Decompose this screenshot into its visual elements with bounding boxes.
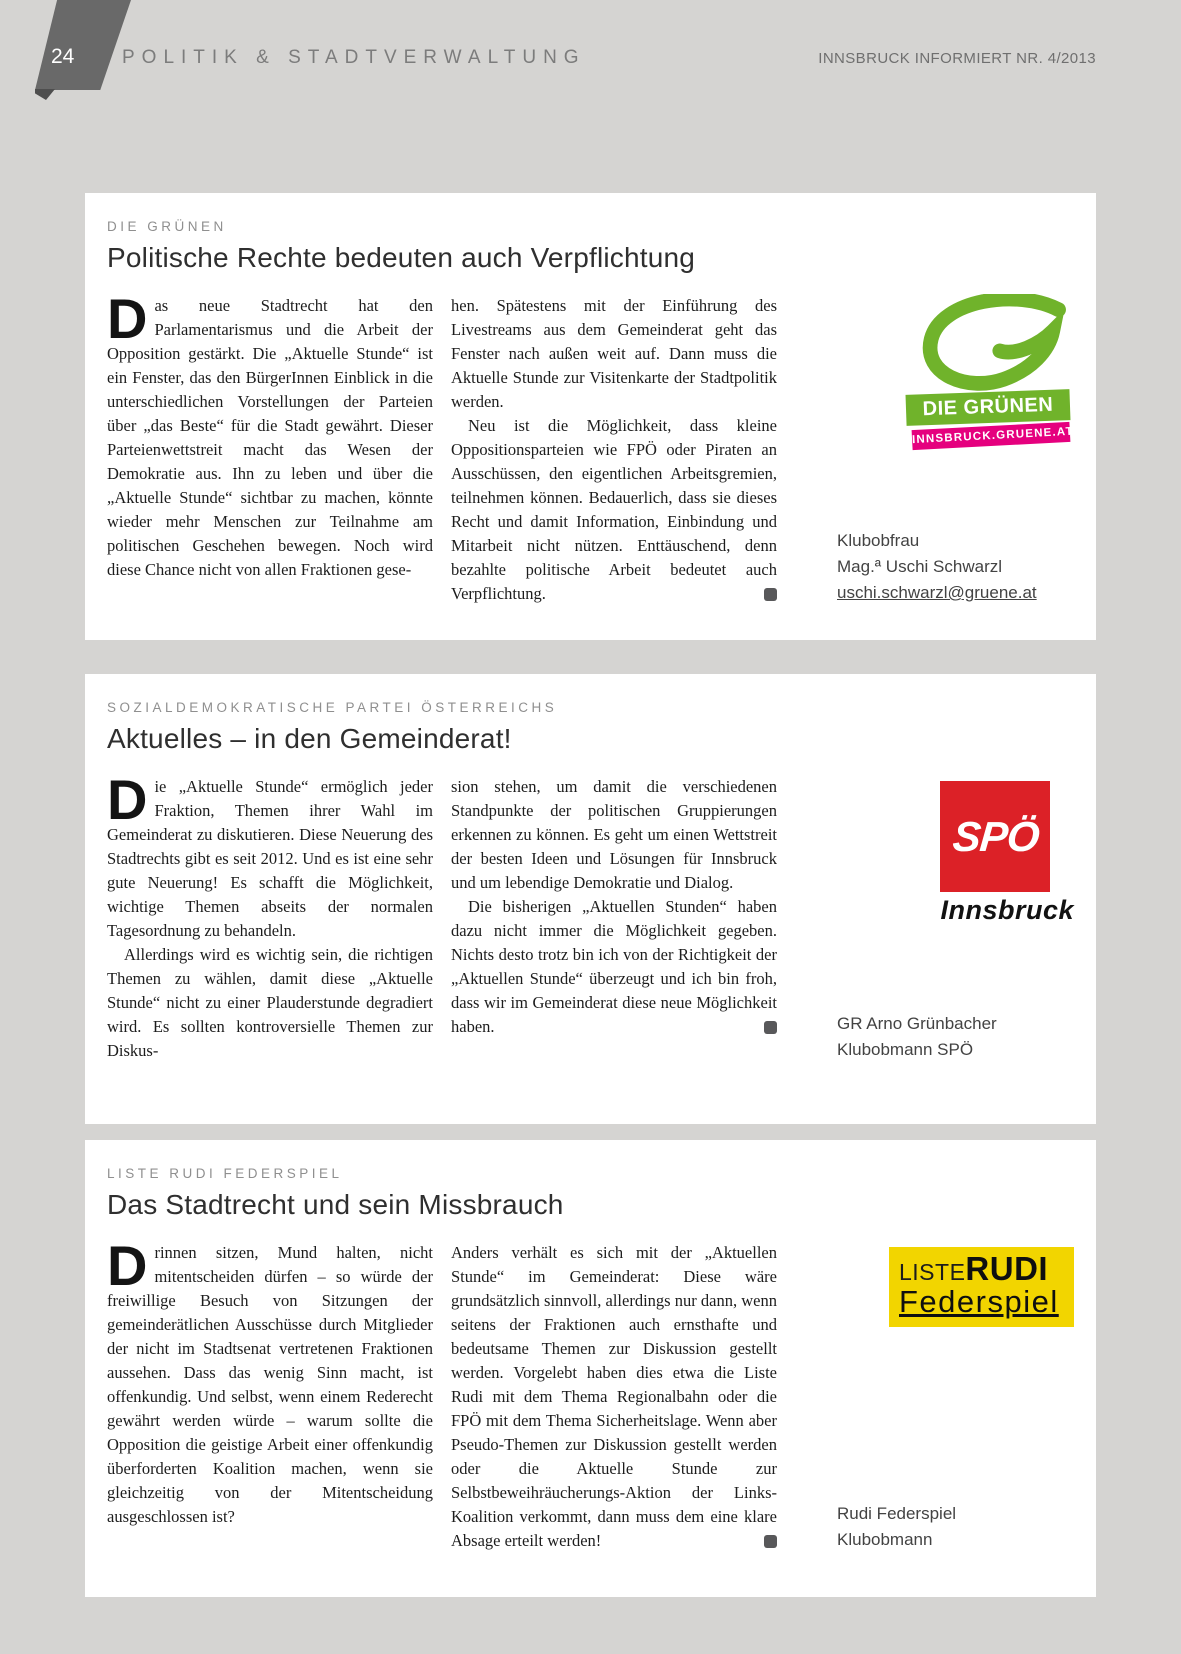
paragraph	[107, 287, 433, 582]
paragraph-text: ie „Aktuelle Stunde“ ermöglich jeder Fraktion, Themen ihrer Wahl im Gemeinderat zu diskutieren. Diese Neuerung des Stadtrechts gibt es seit 2012. Und es ist eine sehr gute Neuerung! Es schafft die Möglichkeit, wichtige Themen abseits der normalen Tagesordnung zu behandeln.	[107, 777, 433, 940]
paragraph	[107, 1234, 433, 1529]
paragraph	[451, 895, 777, 1039]
spoe-logo-city: Innsbruck	[940, 895, 1074, 925]
end-of-article-marker	[764, 1021, 777, 1034]
article-liste-rudi-federspiel	[85, 1140, 1096, 1597]
article-title: Politische Rechte bedeuten auch Verpflichtung	[107, 242, 696, 273]
article-die-gruenen	[85, 193, 1096, 640]
author-name: Rudi Federspiel	[837, 1504, 957, 1523]
article-column-1	[107, 768, 433, 1063]
paragraph-text: Allerdings wird es wichtig sein, die richtigen Themen zu wählen, damit diese „Aktuelle Stunde“ nicht zu einer Plauderstunde degradiert wird. Es sollten kontroversielle Themen zur Diskus-	[107, 945, 433, 1060]
author-caption	[837, 1011, 1074, 1063]
article-sidebar	[777, 1241, 1074, 1553]
paragraph	[451, 775, 777, 895]
author-caption	[837, 528, 1074, 606]
author-role: Klubobmann SPÖ	[837, 1040, 974, 1059]
section-title: POLITIK & STADTVERWALTUNG	[122, 47, 586, 68]
issue-label: INNSBRUCK INFORMIERT NR. 4/2013	[818, 50, 1096, 67]
article-column-2	[451, 775, 777, 1063]
page-number-ribbon	[35, 0, 131, 90]
paragraph	[107, 768, 433, 943]
author-caption	[837, 1501, 1074, 1553]
dropcap: D	[107, 287, 148, 350]
paragraph	[451, 294, 777, 414]
paragraph	[107, 943, 433, 1063]
paragraph-text: Anders verhält es sich mit der „Aktuellen Stunde“ im Gemeinderat: Diese wäre grundsätzlich sinnvoll, allerdings nur dann, wenn seitens der Fraktionen auch ernsthafte und bedeutsame Themen zur Diskussion gestellt werden. Vorgelebt haben dies etwa die Liste Rudi mit dem Thema Regionalbahn oder die FPÖ mit dem Thema Sicherheitslage. Wenn aber Pseudo-Themen zur Diskussion gestellt werden oder die Aktuelle Stunde zur Selbstbeweihräucherungs-Aktion der Links-Koalition verkommt, dann muss dem eine klare Absage erteilt werden!	[451, 1243, 777, 1550]
paragraph-text: Neu ist die Möglichkeit, dass kleine Oppositionsparteien wie FPÖ oder Piraten an Ausschüssen, den eigentlichen Arbeitsgremien, teilnehmen können. Bedauerlich, dass sie dieses Recht und damit Information, Einbindung und Mitarbeit nicht nützen. Enttäuschend, denn bezahlte politische Arbeit bedeutet auch Verpflichtung.	[451, 416, 777, 603]
rudi-logo-line1	[899, 1252, 1064, 1285]
author-name: GR Arno Grünbacher	[837, 1014, 997, 1033]
dropcap: D	[107, 768, 148, 831]
paragraph	[451, 414, 777, 606]
ribbon-fold	[35, 89, 55, 100]
article-column-1	[107, 1234, 433, 1553]
gruene-url-text: INNSBRUCK.GRUENE.AT	[912, 422, 1071, 450]
liste-rudi-federspiel-logo	[889, 1247, 1074, 1327]
author-role: Klubobmann	[837, 1530, 933, 1549]
author-name: Mag.ª Uschi Schwarzl	[837, 557, 1003, 576]
dropcap: D	[107, 1234, 148, 1297]
article-sidebar	[777, 775, 1074, 1063]
rudi-logo-rudi: RUDI	[965, 1250, 1049, 1287]
author-role: Klubobfrau	[837, 531, 920, 550]
die-gruenen-logo	[906, 294, 1075, 447]
paragraph-text: as neue Stadtrecht hat den Parlamentarismus und die Arbeit der Opposition gestärkt. Die „Aktuelle Stunde“ ist ein Fenster, das den BürgerInnen Einblick in die unterschiedlichen Vorstellungen der Parteien über „das Beste“ für die Stadt gewährt. Dieser Parteienwettstreit macht das Wesen der Demokratie aus. Ihn zu leben und über die „Aktuelle Stunde“ sichtbar zu machen, könnte wieder mehr Menschen zur Teilnahme am politischen Geschehen bewegen. Noch wird diese Chance nicht von allen Fraktionen gese-	[107, 296, 433, 579]
article-column-2	[451, 294, 777, 606]
paragraph-text: Die bisherigen „Aktuellen Stunden“ haben dazu nicht immer die Möglichkeit gegeben. Nichts desto trotz bin ich von der Richtigkeit der „Aktuellen Stunde“ überzeugt und ich bin froh, dass wir im Gemeinderat diese neue Möglichkeit haben.	[451, 897, 777, 1036]
article-kicker: SOZIALDEMOKRATISCHE PARTEI ÖSTERREICHS	[107, 700, 558, 715]
paragraph-text: rinnen sitzen, Mund halten, nicht mitentscheiden dürfen – so würde der freiwillige Besuch von Sitzungen der gemeinderätlichen Ausschüsse durch Mitglieder der nicht im Stadtsenat vertretenen Fraktionen aussehen. Dass das wenig Sinn macht, ist offenkundig. Und selbst, wenn einem Rederecht gewährt werden würde – warum sollte die Opposition die geistige Arbeit einer offenkundig überforderten Koalition machen, wenn sie gleichzeitig von der Mitentscheidung ausgeschlossen ist?	[107, 1243, 433, 1526]
author-email-link[interactable]: uschi.schwarzl@gruene.at	[837, 583, 1037, 602]
spoe-logo-text: SPÖ	[950, 812, 1041, 860]
article-title: Aktuelles – in den Gemeinderat!	[107, 723, 512, 754]
article-head	[107, 1166, 1074, 1221]
end-of-article-marker	[764, 588, 777, 601]
rudi-logo-name: Federspiel	[899, 1284, 1059, 1319]
article-kicker: LISTE RUDI FEDERSPIEL	[107, 1166, 343, 1181]
article-head	[107, 700, 1074, 755]
article-column-2	[451, 1241, 777, 1553]
article-cards	[85, 193, 1096, 1597]
gruene-banner-text: DIE GRÜNEN	[906, 389, 1071, 426]
paragraph-text: sion stehen, um damit die verschiedenen Standpunkte der politischen Gruppierungen erkennen zu können. Es geht um einen Wettstreit der besten Ideen und Lösungen für Innsbruck und um lebendige Demokratie und Dialog.	[451, 777, 777, 892]
end-of-article-marker	[764, 1535, 777, 1548]
spoe-logo-square	[940, 781, 1050, 892]
gruene-g-icon	[910, 294, 1070, 392]
paragraph-text: hen. Spätestens mit der Einführung des Livestreams aus dem Gemeinderat geht das Fenster nach außen weit auf. Dann muss die Aktuelle Stunde zur Visitenkarte der Stadtpolitik werden.	[451, 296, 777, 411]
article-spoe	[85, 674, 1096, 1124]
spoe-logo	[940, 781, 1074, 926]
article-column-1	[107, 287, 433, 606]
article-head	[107, 219, 1074, 274]
article-sidebar	[777, 294, 1074, 606]
article-kicker: DIE GRÜNEN	[107, 219, 227, 234]
page-number: 24	[51, 45, 75, 68]
rudi-logo-liste: LISTE	[899, 1259, 966, 1285]
paragraph	[451, 1241, 777, 1553]
article-title: Das Stadtrecht und sein Missbrauch	[107, 1189, 564, 1220]
